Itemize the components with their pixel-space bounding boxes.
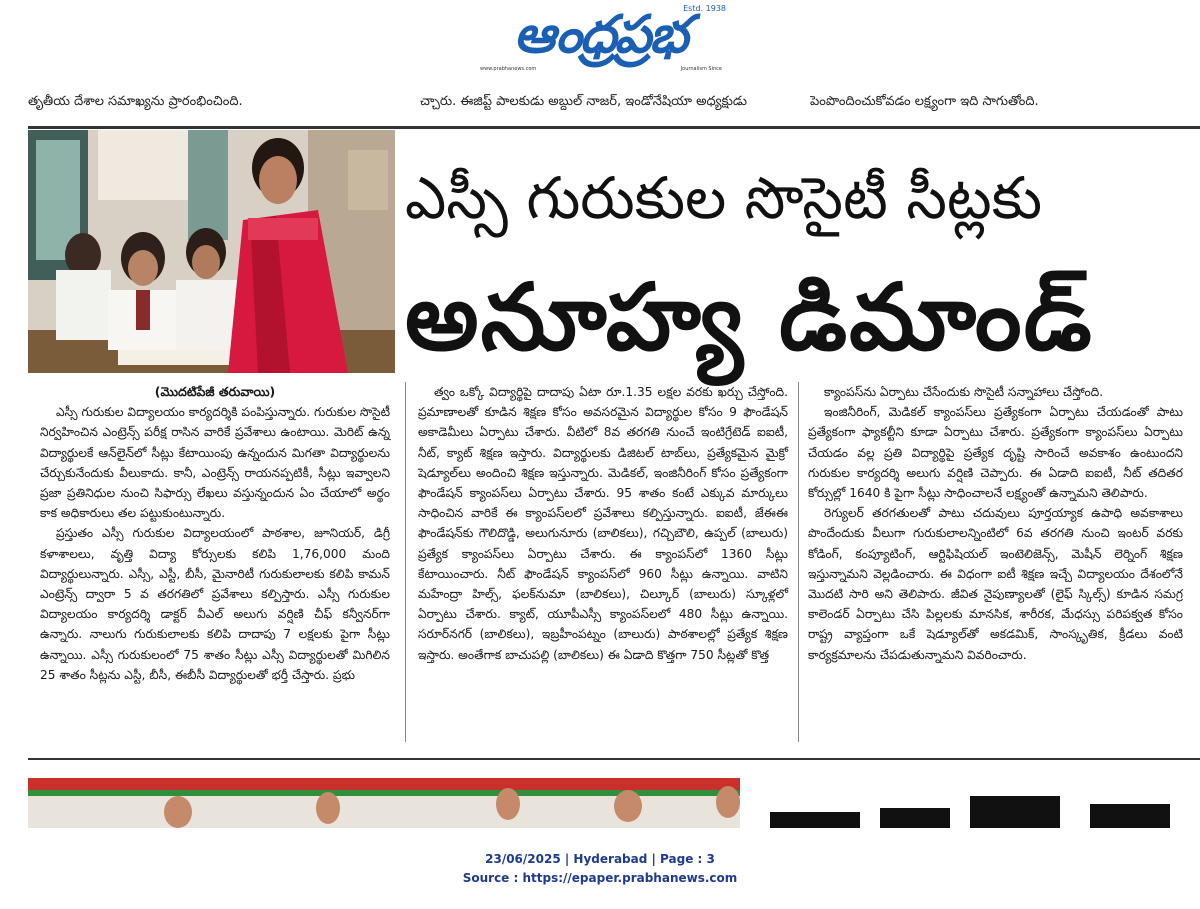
next-headline-fragment: [760, 782, 1200, 828]
classroom-photo-illustration: [28, 130, 395, 373]
column-1-paragraph: ప్రస్తుతం ఎస్సీ గురుకుల విద్యాలయంలో పాఠశాల, జూనియర్, డిగ్రీ కళాశాలలు, వృత్తి విద్యా కోర్సులకు కలిపి 1,76,000 మంది విద్యార్థులున్నారు. ఎస్సీ, ఎస్టీ, బీసీ, మైనారిటీ గురుకులాలకు కలిపి కామన్ ఎంట్రెన్స్ ద్వారా 5 వ తరగతిలో ప్రవేశాలు కల్పిస్తారు. ఎస్సీ గురుకుల విద్యాలయం కార్యదర్శి డాక్టర్ వీఎల్ అలుగు వర్షిణి చీఫ్ కన్వీనర్‌గా ఉన్నారు. నాలుగు గురుకులాలకు కలిపి దాదాపు 7 లక్షలకు పైగా సీట్లు ఉన్నాయి. ఎస్సీ గురుకులంలో 75 శాతం సీట్లు ఎస్సీ విద్యార్థులతో మిగిలిన 25 శాతం సీట్లను ఎస్టీ, బీసీ, ఈబీసీ విద్యార్థులతో భర్తీ చేస్తారు. ప్రభు: [40, 526, 390, 682]
top-line-right: పెంపొందించుకోవడం లక్ష్యంగా ఇది సాగుతోంది.: [810, 94, 1039, 109]
next-article-photo: [28, 778, 740, 828]
logo-tagline: Journalism Since: [680, 66, 722, 72]
top-rule: [28, 126, 1200, 129]
masthead: [0, 0, 1200, 92]
column-divider: [405, 382, 406, 742]
top-line-left: తృతీయ దేశాల సమాఖ్యను ప్రారంభించింది.: [28, 94, 243, 109]
footer-date-location-page: 23/06/2025 | Hyderabad | Page : 3: [485, 852, 715, 866]
bottom-rule: [28, 758, 1200, 760]
article-column-1: [40, 382, 390, 685]
article-photo: [28, 130, 395, 373]
logo-url: www.prabhanews.com: [480, 66, 537, 72]
column-3-paragraph: రెగ్యులర్ తరగతులతో పాటు చదువులు పూర్తయ్యాక ఉపాధి అవకాశాలు పొందేందుకు వీలుగా గురుకులాలన్నింటిలో 6వ తరగతి నుంచి ఇంటర్ వరకు కోడింగ్, కంప్యూటింగ్, ఆర్టిఫిషియల్ ఇంటెలిజెన్స్, మెషీన్ లెర్నింగ్ శిక్షణ ఇస్తున్నామని వెల్లడించారు. ఈ విధంగా ఐటీ శిక్షణ ఇచ్చే విద్యాలయం దేశంలోనే మొదటి సారి అని తెలిపారు. జీవిత నైపుణ్యాలతో (లైఫ్ స్కిల్స్) కూడిన సమగ్ర కాలెండర్ ఏర్పాటు చేసి పిల్లలకు మానసిక, శారీరక, మేధస్సు పరిపక్వత కోసం రాష్ట్ర వ్యాప్తంగా ఒకే షెడ్యూల్‌తో అకడమిక్, సాంస్కృతిక, క్రీడలు వంటి కార్యక్రమాలను చేపడుతున్నామని వివరించారు.: [808, 506, 1183, 662]
headline-fragment-shapes: [760, 782, 1200, 828]
estd-label: Estd. 1938: [683, 4, 726, 13]
footer-source-link[interactable]: Source : https://epaper.prabhanews.com: [462, 871, 738, 885]
headline-line-2: అనూహ్య డిమాండ్: [405, 264, 1094, 371]
column-2-paragraph: త్వం ఒక్కో విద్యార్థిపై దాదాపు ఏటా రూ.1.35 లక్షల వరకు ఖర్చు చేస్తోంది. ప్రమాణాలతో కూడిన శిక్షణ కోసం అవసరమైన విద్యార్థుల కోసం 9 ఫౌండేషన్ అకాడెమీలు ఏర్పాటు చేశారు. వీటిలో 8వ తరగతి నుంచే ఇంటిగ్రేటెడ్ ఐఐటీ, నీట్, క్యాట్ శిక్షణ ఇస్తారు. విద్యార్థులకు డిజిటల్ టాబ్‌లు, ప్రత్యేకమైన మైక్రో షెడ్యూల్‌లు అందించి శిక్షణ ఇస్తున్నారు. మెడికల్, ఇంజినీరింగ్ కోసం ప్రత్యేకంగా ఫౌండేషన్ క్యాంపస్‌లు ఏర్పాటు చేశారు. 95 శాతం కంటే ఎక్కువ మార్కులు సాధించిన వారికే ఈ క్యాంపస్‌లలో ప్రవేశాలు కల్పిస్తున్నారు. ఐఐటీ, జేఈఈ ఫౌండేషన్‌కు గౌలిదొడ్డి, అలుగునూరు (బాలికలు), గచ్చిబౌలి, ఉప్పల్ (బాలురు) ప్రత్యేక క్యాంపస్‌లు ఏర్పాటు చేశారు. ఈ క్యాంపస్‌లో 1360 సీట్లు కేటాయించారు. నీట్ ఫౌండేషన్ క్యాంపస్‌లో 960 సీట్లు ఉన్నాయి. వాటిని మహేంద్రా హిల్స్, ఫలక్‌నుమా (బాలికలు), చిల్కూర్ (బాలురు) స్కూళ్లలో ఏర్పాటు చేశారు. క్యాట్, యూపీఎస్సీ క్యాంపస్‌లలో 480 సీట్లు ఉన్నాయి. సరూర్‌నగర్ (బాలికలు), ఇబ్రహీంపట్నం (బాలురు) పాఠశాలల్లో ప్రత్యేక శిక్షణ ఇస్తారు. అంతేగాక బాచుపల్లి (బాలికలు) ఈ ఏడాది కొత్తగా 750 సీట్లతో కొత్త: [418, 385, 788, 662]
logo-text: ఆంధ్రప్రభ: [513, 5, 687, 65]
continued-subhead: (మొదటిపేజీ తరువాయి): [154, 384, 276, 399]
headline-line-1: ఎస్సీ గురుకుల సొసైటీ సీట్లకు: [405, 164, 1043, 232]
column-divider: [798, 382, 799, 742]
article-column-2: [418, 382, 788, 665]
article-column-3: [808, 382, 1183, 665]
column-3-paragraph: క్యాంపస్‌ను ఏర్పాటు చేసేందుకు సొసైటీ సన్నాహాలు చేస్తోంది.: [824, 385, 1104, 399]
rally-photo-illustration: [28, 778, 740, 828]
top-line-middle: చ్చారు. ఈజిప్ట్ పాలకుడు అబ్దుల్ నాజర్, ఇండోనేషియా అధ్యక్షుడు: [420, 94, 748, 109]
newspaper-logo: [468, 4, 732, 74]
column-1-paragraph: ఎస్సీ గురుకుల విద్యాలయం కార్యదర్శికి పంపిస్తున్నారు. గురుకుల సొసైటీ నిర్వహించిన ఎంట్రెన్స్ పరీక్ష రాసిన వారికే ప్రవేశాలు ఉంటాయి. మెరిట్ ఉన్న విద్యార్థులకే ఆన్‌లైన్‌లో సీట్లు కేటాయింపు ఉన్నందున మిగతా విద్యార్థులను చేర్చుకునేందుకు వీలుకాదు. కానీ, ఎంట్రెన్స్ రాయనప్పటికీ, సీట్లు ఇవ్వాలని ప్రజా ప్రతినిధుల నుంచి సిఫార్సు లేఖలు వస్తున్నందున ఏం చేయాలో అర్థం కాక అధికారులు తల పట్టుకుంటున్నారు.: [40, 405, 390, 521]
column-3-paragraph: ఇంజినీరింగ్, మెడికల్ క్యాంపస్‌లు ప్రత్యేకంగా ఏర్పాటు చేయడంతో పాటు ప్రత్యేకంగా ఫ్యాకల్టీని కూడా ఏర్పాటు చేశారు. ప్రత్యేకంగా క్యాంపస్‌లు ఏర్పాటు చేయడం వల్ల ప్రతి విద్యార్థిపై ప్రత్యేక దృష్టి సారించే అవకాశం ఉంటుందని గురుకుల కార్యదర్శి అలుగు వర్షిణి చెప్పారు. ఈ ఏడాది ఐఐటీ, నీట్ తదితర కోర్సుల్లో 1640 కి పైగా సీట్లు సాధించాలనే లక్ష్యంతో ఉన్నామని తెలిపారు.: [808, 405, 1183, 501]
epaper-footer: [0, 830, 1200, 909]
